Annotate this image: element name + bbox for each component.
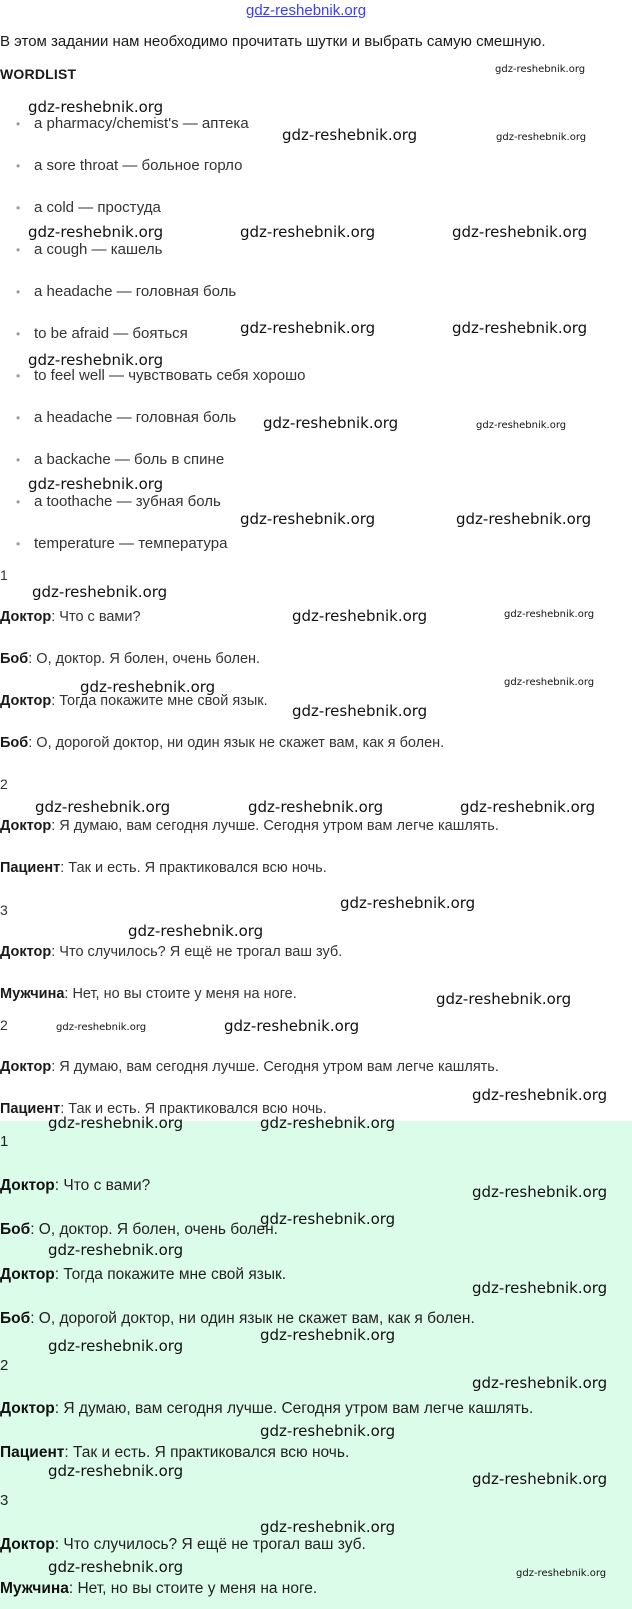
watermark: gdz-reshebnik.org — [292, 607, 428, 625]
dialog-line — [0, 986, 297, 1002]
line-text: : Я думаю, вам сегодня лучше. Сегодня утром вам легче кашлять. — [51, 1059, 499, 1075]
wordlist-item-text: a headache — головная боль — [34, 283, 237, 300]
site-header-link[interactable]: gdz-reshebnik.org — [246, 2, 367, 19]
watermark: gdz-reshebnik.org — [48, 1114, 184, 1132]
line-text: : О, дорогой доктор, ни один язык не скажет вам, как я болен. — [28, 735, 445, 751]
wordlist-item — [16, 451, 224, 468]
watermark: gdz-reshebnik.org — [263, 414, 399, 432]
watermark: gdz-reshebnik.org — [35, 798, 171, 816]
watermark: gdz-reshebnik.org — [240, 319, 376, 337]
dialog-number: 2 — [0, 776, 8, 792]
dialog-line — [0, 944, 342, 960]
bullet-icon: • — [16, 159, 21, 173]
answer-dialog-number: 1 — [0, 1133, 9, 1150]
speaker-name: Доктор — [0, 818, 52, 834]
watermark: gdz-reshebnik.org — [224, 1017, 360, 1035]
speaker-name: Пациент — [0, 1101, 61, 1117]
bullet-icon: • — [16, 327, 21, 341]
answer-dialog-line — [0, 1177, 150, 1195]
wordlist-item-text: a toothache — зубная боль — [34, 493, 221, 510]
wordlist-item — [16, 199, 161, 216]
line-text: : Что случилось? Я ещё не трогал ваш зуб. — [54, 1536, 366, 1553]
watermark: gdz-reshebnik.org — [472, 1086, 608, 1104]
bullet-icon: • — [16, 117, 21, 131]
wordlist-item-text: a pharmacy/chemist's — аптека — [34, 115, 249, 132]
wordlist-item-text: to be afraid — бояться — [34, 325, 188, 342]
speaker-name: Доктор — [0, 1059, 52, 1075]
line-text: : О, доктор. Я болен, очень болен. — [28, 651, 261, 667]
bullet-icon: • — [16, 411, 21, 425]
line-text: : Тогда покажите мне свой язык. — [54, 1266, 287, 1283]
speaker-name: Пациент — [0, 1444, 65, 1461]
answer-dialog-line — [0, 1221, 278, 1239]
watermark: gdz-reshebnik.org — [260, 1210, 396, 1228]
wordlist-item-text: a sore throat — больное горло — [34, 157, 243, 174]
wordlist-heading: WORDLIST — [0, 66, 77, 82]
watermark: gdz-reshebnik.org — [56, 1022, 147, 1033]
task-intro: В этом задании нам необходимо прочитать шутки и выбрать самую смешную. — [0, 33, 546, 50]
watermark: gdz-reshebnik.org — [504, 609, 595, 620]
wordlist-item-text: to feel well — чувствовать себя хорошо — [34, 367, 306, 384]
answer-dialog-number: 3 — [0, 1492, 9, 1509]
speaker-name: Доктор — [0, 1177, 55, 1194]
answer-dialog-line — [0, 1400, 533, 1418]
watermark: gdz-reshebnik.org — [48, 1558, 184, 1576]
wordlist-item-text: a cold — простуда — [34, 199, 161, 216]
watermark: gdz-reshebnik.org — [260, 1518, 396, 1536]
watermark: gdz-reshebnik.org — [248, 798, 384, 816]
answer-dialog-line — [0, 1444, 349, 1462]
line-text: : Что случилось? Я ещё не трогал ваш зуб. — [51, 944, 343, 960]
watermark: gdz-reshebnik.org — [472, 1374, 608, 1392]
watermark: gdz-reshebnik.org — [48, 1337, 184, 1355]
answer-dialog-line — [0, 1310, 475, 1328]
wordlist-item-text: a headache — головная боль — [34, 409, 237, 426]
watermark: gdz-reshebnik.org — [456, 510, 592, 528]
watermark: gdz-reshebnik.org — [452, 223, 588, 241]
line-text: : Что с вами? — [51, 609, 141, 625]
line-text: : Так и есть. Я практиковался всю ночь. — [60, 860, 327, 876]
bullet-icon: • — [16, 285, 21, 299]
watermark: gdz-reshebnik.org — [260, 1326, 396, 1344]
watermark: gdz-reshebnik.org — [496, 132, 587, 143]
wordlist-item — [16, 157, 242, 174]
watermark: gdz-reshebnik.org — [452, 319, 588, 337]
wordlist-item — [16, 241, 162, 258]
answer-dialog-number: 2 — [0, 1357, 9, 1374]
wordlist-item — [16, 535, 227, 552]
watermark: gdz-reshebnik.org — [28, 223, 164, 241]
line-text: : Нет, но вы стоите у меня на ноге. — [68, 1580, 318, 1597]
watermark: gdz-reshebnik.org — [282, 126, 418, 144]
bullet-icon: • — [16, 243, 21, 257]
line-text: : Нет, но вы стоите у меня на ноге. — [64, 986, 297, 1002]
line-text: : Тогда покажите мне свой язык. — [51, 693, 268, 709]
dialog-line — [0, 818, 499, 834]
watermark: gdz-reshebnik.org — [48, 1462, 184, 1480]
watermark: gdz-reshebnik.org — [472, 1183, 608, 1201]
dialog-number: 1 — [0, 567, 8, 583]
dialog-line — [0, 860, 327, 876]
answer-dialog-line — [0, 1266, 286, 1284]
speaker-name: Боб — [0, 651, 29, 667]
line-text: : Так и есть. Я практиковался всю ночь. — [64, 1444, 350, 1461]
wordlist-item — [16, 115, 249, 132]
speaker-name: Доктор — [0, 693, 52, 709]
watermark: gdz-reshebnik.org — [240, 223, 376, 241]
watermark: gdz-reshebnik.org — [80, 678, 216, 696]
bullet-icon: • — [16, 537, 21, 551]
bullet-icon: • — [16, 201, 21, 215]
watermark: gdz-reshebnik.org — [476, 420, 567, 431]
watermark: gdz-reshebnik.org — [495, 64, 586, 75]
line-text: : О, доктор. Я болен, очень болен. — [30, 1221, 278, 1238]
watermark: gdz-reshebnik.org — [472, 1470, 608, 1488]
line-text: : Что с вами? — [54, 1177, 151, 1194]
watermark: gdz-reshebnik.org — [292, 702, 428, 720]
speaker-name: Доктор — [0, 1400, 55, 1417]
watermark: gdz-reshebnik.org — [28, 98, 164, 116]
dialog-line — [0, 1059, 499, 1075]
watermark: gdz-reshebnik.org — [340, 894, 476, 912]
wordlist-item — [16, 325, 188, 342]
line-text: : Так и есть. Я практиковался всю ночь. — [60, 1101, 327, 1117]
speaker-name: Доктор — [0, 609, 52, 625]
speaker-name: Доктор — [0, 1266, 55, 1283]
speaker-name: Боб — [0, 1221, 31, 1238]
dialog-line — [0, 735, 444, 751]
wordlist-item-text: temperature — температура — [34, 535, 228, 552]
bullet-icon: • — [16, 495, 21, 509]
speaker-name: Доктор — [0, 1536, 55, 1553]
wordlist-item — [16, 283, 236, 300]
line-text: : О, дорогой доктор, ни один язык не скажет вам, как я болен. — [30, 1310, 475, 1327]
watermark: gdz-reshebnik.org — [48, 1241, 184, 1259]
watermark: gdz-reshebnik.org — [240, 510, 376, 528]
dialog-number: 2 — [0, 1017, 8, 1033]
wordlist-item — [16, 367, 305, 384]
dialog-number: 3 — [0, 902, 8, 918]
bullet-icon: • — [16, 453, 21, 467]
watermark: gdz-reshebnik.org — [516, 1568, 607, 1579]
watermark: gdz-reshebnik.org — [32, 583, 168, 601]
speaker-name: Боб — [0, 1310, 31, 1327]
dialog-line — [0, 651, 260, 667]
speaker-name: Пациент — [0, 860, 61, 876]
watermark: gdz-reshebnik.org — [28, 351, 164, 369]
wordlist-item — [16, 493, 221, 510]
bullet-icon: • — [16, 369, 21, 383]
watermark: gdz-reshebnik.org — [460, 798, 596, 816]
speaker-name: Мужчина — [0, 986, 65, 1002]
speaker-name: Доктор — [0, 944, 52, 960]
watermark: gdz-reshebnik.org — [472, 1279, 608, 1297]
speaker-name: Мужчина — [0, 1580, 69, 1597]
watermark: gdz-reshebnik.org — [260, 1422, 396, 1440]
line-text: : Я думаю, вам сегодня лучше. Сегодня утром вам легче кашлять. — [54, 1400, 534, 1417]
answer-dialog-line — [0, 1536, 366, 1554]
watermark: gdz-reshebnik.org — [504, 677, 595, 688]
wordlist-item-text: a cough — кашель — [34, 241, 163, 258]
speaker-name: Боб — [0, 735, 29, 751]
line-text: : Я думаю, вам сегодня лучше. Сегодня утром вам легче кашлять. — [51, 818, 499, 834]
answer-dialog-line — [0, 1580, 317, 1598]
watermark: gdz-reshebnik.org — [128, 922, 264, 940]
watermark: gdz-reshebnik.org — [28, 475, 164, 493]
dialog-line — [0, 609, 141, 625]
watermark: gdz-reshebnik.org — [436, 990, 572, 1008]
wordlist-item-text: a backache — боль в спине — [34, 451, 225, 468]
wordlist-item — [16, 409, 236, 426]
watermark: gdz-reshebnik.org — [260, 1114, 396, 1132]
